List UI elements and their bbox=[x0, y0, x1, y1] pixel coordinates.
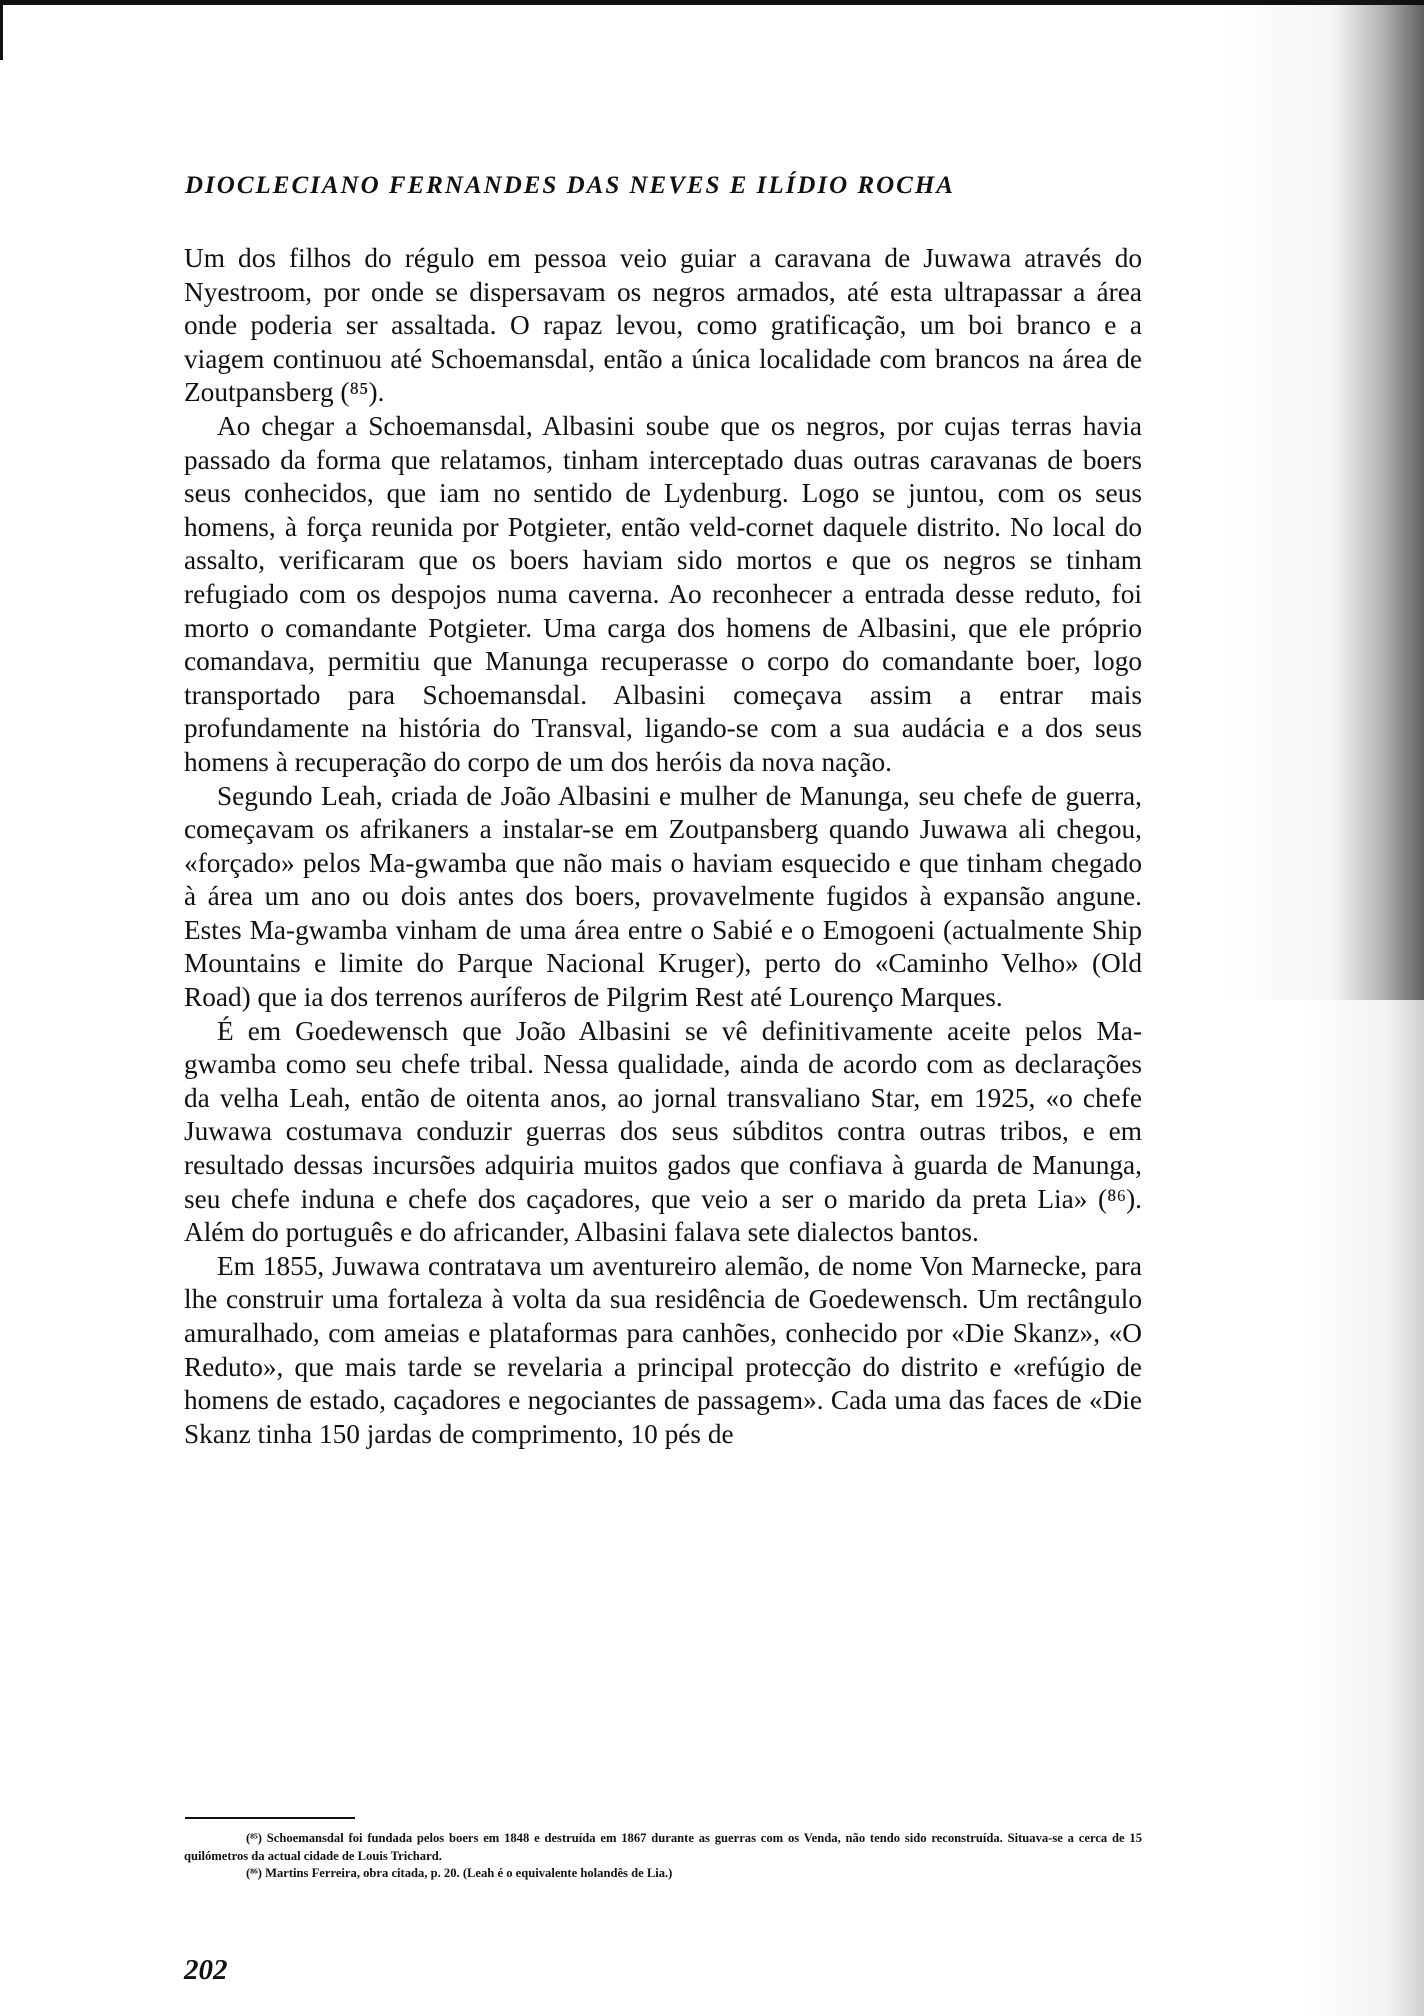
scan-shadow-right-lower bbox=[1304, 1000, 1424, 2016]
footnote-separator bbox=[185, 1817, 355, 1819]
paragraph-1: Um dos filhos do régulo em pessoa veio guiar a caravana de Juwawa através do Nyestroom, por onde se dispersavam os negros armados, até esta ultrapassar a área onde poderia ser assaltada. O rapaz levou, como gratificação, um boi branco e a viagem continuou até Schoemansdal, então a única localidade com brancos na área de Zoutpansberg (⁸⁵). bbox=[184, 243, 1142, 408]
paragraph-4: É em Goedewensch que João Albasini se vê definitivamente aceite pelos Ma-gwamba como seu chefe tribal. Nessa qualidade, ainda de acordo com as declarações da velha Leah, então de oitenta anos, ao jornal transvaliano Star, em 1925, «o chefe Juwawa costumava conduzir guerras dos seus súbditos contra outras tribos, e em resultado dessas incursões adquiria muitos gados que confiava à guarda de Manunga, seu chefe induna e chefe dos caçadores, que veio a ser o marido da preta Lia» (⁸⁶). Além do português e do africander, Albasini falava sete dialectos bantos. bbox=[184, 1015, 1142, 1248]
scan-top-border bbox=[0, 0, 1424, 5]
footnote-86: (⁸⁶) Martins Ferreira, obra citada, p. 20. (Leah é o equivalente holandês de Lia.) bbox=[246, 1866, 673, 1880]
page-number: 202 bbox=[184, 1954, 228, 1986]
paragraph-5: Em 1855, Juwawa contratava um aventureiro alemão, de nome Von Marnecke, para lhe construir uma fortaleza à volta da sua residência de Goedewensch. Um rectângulo amuralhado, com ameias e plataformas para canhões, conhecido por «Die Skanz», «O Reduto», que mais tarde se revelaria a principal protecção do distrito e «refúgio de homens de estado, caçadores e negociantes de passagem». Cada uma das faces de «Die Skanz tinha 150 jardas de comprimento, 10 pés de bbox=[184, 1250, 1142, 1449]
running-head: DIOCLECIANO FERNANDES DAS NEVES E ILÍDIO ROCHA bbox=[185, 172, 955, 199]
footnotes bbox=[184, 1830, 1142, 1883]
paragraph-2: Ao chegar a Schoemansdal, Albasini soube que os negros, por cujas terras havia passado da forma que relatamos, tinham interceptado duas outras caravanas de boers seus conhecidos, que iam no sentido de Lydenburg. Logo se juntou, com os seus homens, à força reunida por Potgieter, então veld-cornet daquele distrito. No local do assalto, verificaram que os boers haviam sido mortos e que os negros se tinham refugiado com os despojos numa caverna. Ao reconhecer a entrada desse reduto, foi morto o comandante Potgieter. Uma carga dos homens de Albasini, que ele próprio comandava, permitiu que Manunga recuperasse o corpo do comandante boer, logo transportado para Schoemansdal. Albasini começava assim a entrar mais profundamente na história do Transval, ligando-se com a sua audácia e a dos seus homens à recuperação do corpo de um dos heróis da nova nação. bbox=[184, 410, 1142, 777]
body-text bbox=[184, 242, 1142, 1451]
paragraph-3: Segundo Leah, criada de João Albasini e mulher de Manunga, seu chefe de guerra, começavam os afrikaners a instalar-se em Zoutpansberg quando Juwawa ali chegou, «forçado» pelos Ma-gwamba que não mais o haviam esquecido e que tinham chegado à área um ano ou dois antes dos boers, provavelmente fugidos à expansão angune. Estes Ma-gwamba vinham de uma área entre o Sabié e o Emogoeni (actualmente Ship Mountains e limite do Parque Nacional Kruger), perto do «Caminho Velho» (Old Road) que ia dos terrenos auríferos de Pilgrim Rest até Lourenço Marques. bbox=[184, 780, 1142, 1013]
scan-left-mark bbox=[0, 0, 3, 60]
footnote-85: (⁸⁵) Schoemansdal foi fundada pelos boers em 1848 e destruída em 1867 durante as guerras com os Venda, não tendo sido reconstruída. Situava-se a cerca de 15 quilómetros da actual cidade de Louis Trichard. bbox=[184, 1831, 1142, 1863]
scan-shadow-right bbox=[1224, 0, 1424, 1000]
